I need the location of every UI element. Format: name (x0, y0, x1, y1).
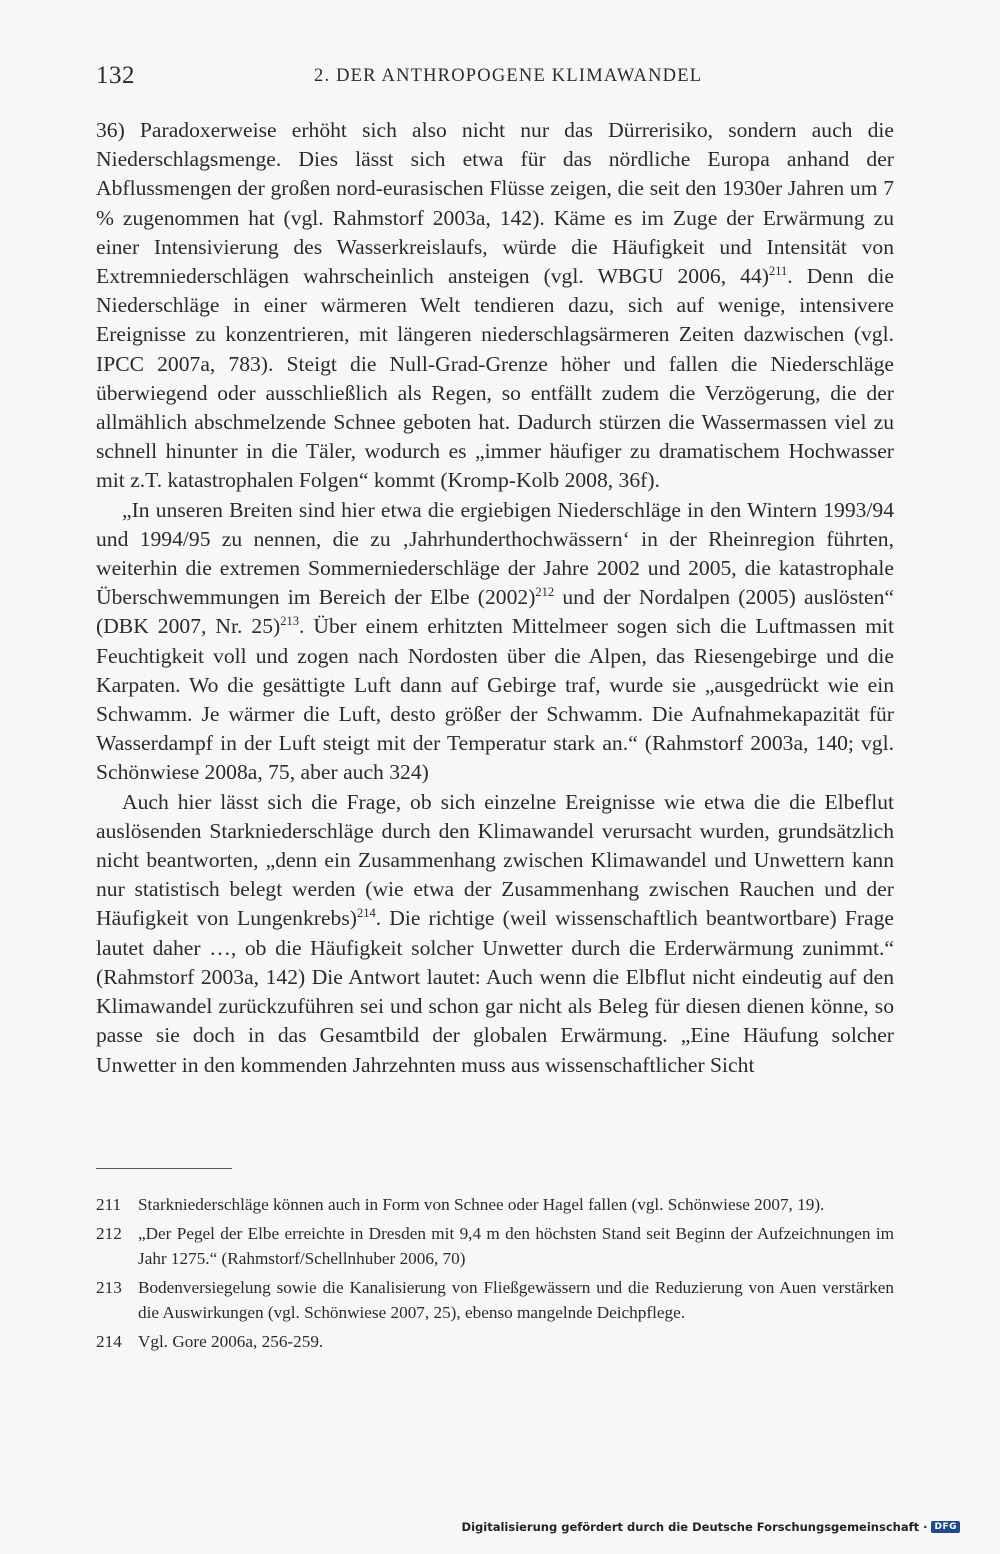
footnote-ref-214[interactable]: 214 (356, 906, 376, 921)
dfg-logo: DFG (931, 1521, 960, 1533)
running-head (96, 62, 896, 96)
footnote-ref-213[interactable]: 213 (280, 614, 299, 629)
text-span: . Über einem erhitzten Mittelmeer sogen sich die Luftmassen mit Feuchtigkeit voll und zogen nach Nordosten über die Alpen, das Riesengebirge und die Karpaten. Wo die gesättigte Luft dann auf Gebirge traf, wurde sie „ausgedrückt wie ein Schwamm. Je wärmer die Luft, desto größer der Schwamm. Die Aufnahmekapazität für Wasserdampf in der Luft steigt mit der Temperatur stark an.“ (Rahmstorf 2003a, 140; vgl. Schönwiese 2008a, 75, aber auch 324) (96, 614, 894, 785)
footnote-213 (96, 1275, 894, 1325)
paragraph-3 (96, 788, 894, 1080)
text-span: . Denn die Niederschläge in einer wärmeren Welt tendieren dazu, sich auf wenige, intensivere Ereignisse zu konzentrieren, mit längeren niederschlagsärmeren Zeiten dazwischen (vgl. IPCC 2007a, 783). Steigt die Null-Grad-Grenze höher und fallen die Niederschläge überwiegend oder ausschließlich als Regen, so entfällt zudem die Verzögerung, die der allmählich abschmelzende Schnee geboten hat. Dadurch stürzen die Wassermassen viel zu schnell hinunter in die Täler, wodurch es „immer häufiger zu dramatischem Hochwasser mit z.T. katastrophalen Folgen“ kommt (Kromp-Kolb 2008, 36f). (96, 264, 894, 493)
footnote-214 (96, 1329, 894, 1354)
text-span: und der Nordalpen (2005) auslösten“ (DBK 2007, Nr. 25) (96, 585, 894, 639)
credit-text: Digitalisierung gefördert durch die Deutsche Forschungsgemeinschaft · (461, 1520, 928, 1534)
footnote-text: Bodenversiegelung sowie die Kanalisierung von Fließgewässern und die Reduzierung von Auen verstärken die Auswirkungen (vgl. Schönwiese 2007, 25), ebenso mangelnde Deichpflege. (138, 1278, 894, 1322)
footnote-ref-211[interactable]: 211 (768, 264, 788, 279)
paragraph-2-quote (96, 496, 894, 788)
footnote-text: Vgl. Gore 2006a, 256-259. (138, 1332, 324, 1351)
paragraph-1 (96, 116, 894, 496)
chapter-title: 2. DER ANTHROPOGENE KLIMAWANDEL (314, 66, 703, 86)
text-span: 36) Paradoxerweise erhöht sich also nicht nur das Dürrerisiko, sondern auch die Niederschlagsmenge. Dies lässt sich etwa für das nördliche Europa anhand der Abflussmengen der großen nord-eurasischen Flüsse zeigen, die seit den 1930er Jahren um 7 % zugenommen hat (vgl. Rahmstorf 2003a, 142). Käme es im Zuge der Erwärmung zu einer Intensivierung des Wasserkreislaufs, würde die Häufigkeit und Intensität von Extremniederschlägen wahrscheinlich ansteigen (vgl. WBGU 2006, 44) (96, 118, 894, 289)
footnote-number: 213 (96, 1278, 122, 1297)
page-number: 132 (96, 62, 135, 89)
footnote-text: Starkniederschläge können auch in Form von Schnee oder Hagel fallen (vgl. Schönwiese 2007, 19). (138, 1195, 825, 1214)
footnote-number: 212 (96, 1224, 122, 1243)
digitization-credit (462, 1520, 960, 1534)
text-span: Auch hier lässt sich die Frage, ob sich einzelne Ereignisse wie etwa die die Elbeflut auslösenden Starkniederschläge durch den Klimawandel verursacht wurden, grundsätzlich nicht beantworten, „denn ein Zusammenhang zwischen Klimawandel und Unwettern kann nur statistisch belegt werden (wie etwa der Zusammenhang zwischen Rauchen und der Häufigkeit von Lungenkrebs) (96, 789, 894, 931)
main-text (96, 116, 894, 1080)
footnotes (96, 1192, 894, 1358)
footnote-ref-212[interactable]: 212 (535, 585, 555, 600)
footnote-divider (96, 1168, 232, 1169)
footnote-211 (96, 1192, 894, 1217)
text-span: . Die richtige (weil wissenschaftlich beantwortbare) Frage lautet daher …, ob die Häufigkeit solcher Unwetter durch die Erderwärmung zunimmt.“ (Rahmstorf 2003a, 142) Die Antwort lautet: Auch wenn die Elbflut nicht eindeutig auf den Klimawandel zurückzuführen sei und schon gar nicht als Beleg für diesen dienen könne, so passe sie doch in das Gesamtbild der globalen Erwärmung. „Eine Häufung solcher Unwetter in den kommenden Jahrzehnten muss aus wissenschaftlicher Sicht (96, 906, 894, 1077)
footnote-number: 214 (96, 1332, 122, 1351)
footnote-text: „Der Pegel der Elbe erreichte in Dresden mit 9,4 m den höchsten Stand seit Beginn der Aufzeichnungen im Jahr 1275.“ (Rahmstorf/Schellnhuber 2006, 70) (138, 1224, 894, 1268)
footnote-212 (96, 1221, 894, 1271)
text-span: „In unseren Breiten sind hier etwa die ergiebigen Niederschläge in den Wintern 1993/94 und 1994/95 zu nennen, die zu ‚Jahrhunderthochwässern‘ in der Rheinregion führten, weiterhin die extremen Sommerniederschläge der Jahre 2002 und 2005, die katastrophale Überschwemmungen im Bereich der Elbe (2002) (96, 497, 894, 610)
footnote-number: 211 (96, 1195, 122, 1214)
